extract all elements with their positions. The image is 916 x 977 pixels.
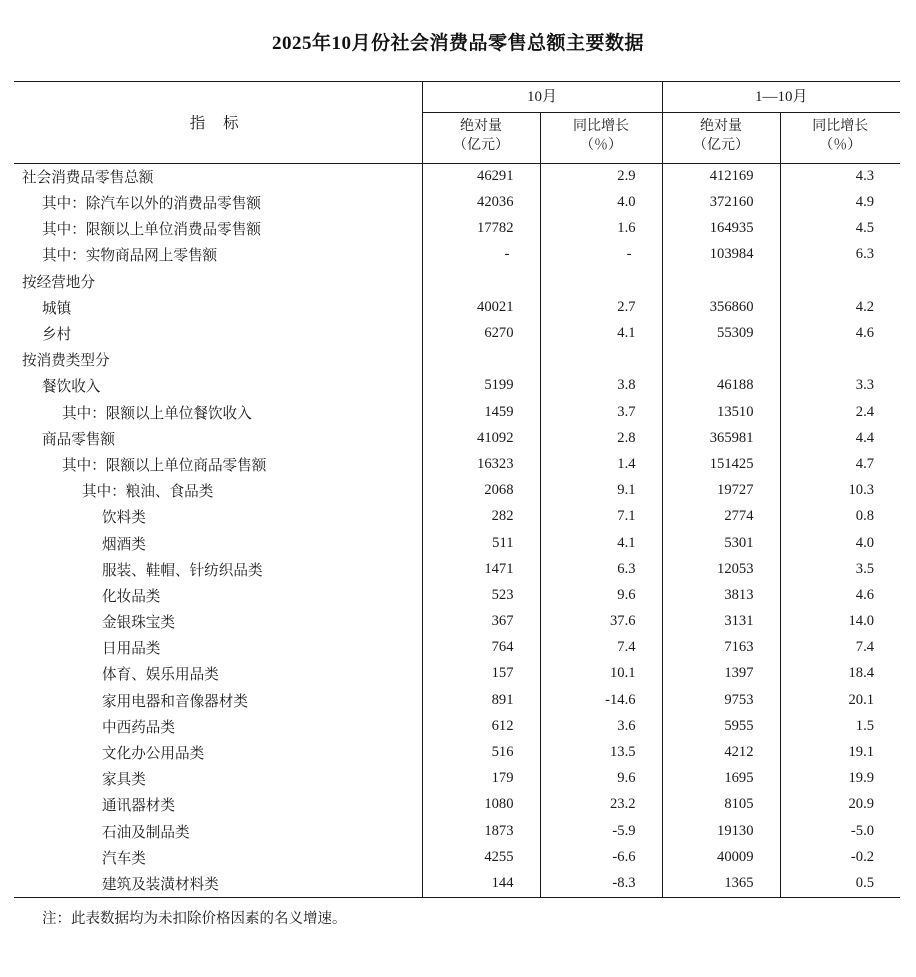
cell-month-yoy: 2.9 [540,163,662,189]
column-header-month-absolute [422,113,540,164]
row-label: 其中：限额以上单位消费品零售额 [14,216,422,242]
cell-cumulative-absolute: 19130 [717,822,754,839]
cell-month-absolute: 46291 [477,168,514,185]
cell-cumulative-yoy: 3.5 [780,556,900,582]
cell-month-yoy: 3.7 [540,399,662,425]
row-label: 其中：粮油、食品类 [14,478,422,504]
cell-cumulative-yoy: 14.0 [780,608,900,634]
cell-month-absolute: 511 [492,534,514,551]
table-bottom-rule [14,897,900,898]
cell-month-absolute: 179 [491,770,514,787]
row-label: 服装、鞋帽、针纺织品类 [14,556,422,582]
cell-month-yoy: 13.5 [540,739,662,765]
cell-cumulative-yoy: 2.4 [780,399,900,425]
table-row [14,739,900,765]
row-label: 按消费类型分 [14,347,422,373]
cell-cumulative-yoy: 19.1 [780,739,900,765]
table-row [14,373,900,399]
column-header-indicator: 指 标 [14,82,422,164]
cell-cumulative-yoy: 4.6 [780,320,900,346]
header-line-1: 同比增长 [573,119,629,134]
header-line-2: （％） [819,137,862,153]
cell-month-yoy: -6.6 [540,844,662,870]
cell-month-yoy: - [540,242,662,268]
cell-cumulative-yoy: 10.3 [780,478,900,504]
cell-cumulative-yoy: 18.4 [780,661,900,687]
table-row [14,844,900,870]
cell-cumulative-absolute: 19727 [717,482,754,499]
header-line-2: （％） [580,137,622,153]
cell-cumulative-yoy: -5.0 [780,818,900,844]
cell-cumulative-yoy [780,347,900,373]
row-label: 汽车类 [14,844,422,870]
row-label: 家用电器和音像器材类 [14,687,422,713]
page-title: 2025年10月份社会消费品零售总额主要数据 [271,33,644,54]
cell-cumulative-yoy: 4.7 [780,451,900,477]
cell-month-yoy: -14.6 [540,687,662,713]
cell-cumulative-absolute: 151425 [709,455,754,472]
cell-cumulative-yoy [780,268,900,294]
cell-cumulative-absolute: 55309 [717,325,754,341]
table-header [14,82,900,164]
cell-month-absolute: 282 [491,508,514,525]
cell-month-absolute: 2068 [484,482,514,499]
cell-cumulative-yoy: 1.5 [780,713,900,739]
row-label: 乡村 [14,320,422,346]
cell-month-yoy: 23.2 [540,792,662,818]
row-label: 中西药品类 [14,713,422,739]
cell-cumulative-absolute: 7163 [724,639,754,656]
cell-month-yoy: 3.8 [540,373,662,399]
cell-month-absolute: 516 [491,744,514,760]
cell-month-yoy: -5.9 [540,818,662,844]
cell-month-absolute: 367 [491,613,514,630]
table-row [14,451,900,477]
cell-cumulative-absolute [662,347,780,373]
cell-cumulative-absolute: 4212 [724,744,754,760]
cell-month-yoy: 37.6 [540,608,662,634]
table-row [14,347,900,373]
row-label: 按经营地分 [14,268,422,294]
retail-sales-table [14,81,900,897]
cell-month-absolute: 41092 [477,429,514,446]
cell-month-absolute: 4255 [484,848,514,865]
cell-month-absolute: 16323 [477,455,514,472]
table-header-row-periods [14,82,900,113]
cell-cumulative-absolute [662,268,780,294]
row-label: 饮料类 [14,504,422,530]
cell-month-absolute: 6270 [484,325,514,341]
cell-month-absolute: 1080 [484,796,514,813]
row-label: 体育、娱乐用品类 [14,661,422,687]
cell-cumulative-yoy: 4.0 [780,530,900,556]
cell-cumulative-absolute: 164935 [709,220,754,237]
table-row [14,320,900,346]
column-header-cumulative: 1—10月 [662,82,900,113]
table-row [14,792,900,818]
cell-cumulative-yoy: -0.2 [780,844,900,870]
cell-month-absolute: 523 [491,586,514,603]
cell-cumulative-yoy: 4.9 [780,189,900,215]
row-label: 其中：限额以上单位商品零售额 [14,451,422,477]
cell-cumulative-yoy: 4.4 [780,425,900,451]
cell-cumulative-absolute: 356860 [709,298,754,315]
table-row [14,478,900,504]
cell-cumulative-yoy: 19.9 [780,766,900,792]
cell-month-absolute: 157 [491,665,514,682]
cell-cumulative-yoy: 4.2 [780,294,900,320]
cell-month-absolute: 40021 [477,298,514,315]
table-body [14,163,900,896]
row-label: 家具类 [14,766,422,792]
row-label: 社会消费品零售总额 [14,163,422,189]
cell-month-yoy: 6.3 [540,556,662,582]
table-row [14,163,900,189]
cell-month-absolute: 1459 [484,403,514,420]
cell-cumulative-absolute: 12053 [717,560,754,577]
cell-cumulative-absolute: 365981 [709,429,754,446]
cell-cumulative-yoy: 20.1 [780,687,900,713]
row-label: 日用品类 [14,635,422,661]
table-row [14,713,900,739]
cell-cumulative-absolute: 40009 [717,848,754,865]
cell-cumulative-yoy: 7.4 [780,635,900,661]
header-line-2: （亿元） [693,137,750,153]
cell-cumulative-absolute: 372160 [709,194,754,211]
table-row [14,556,900,582]
cell-month-absolute: - [504,246,510,263]
table-row [14,661,900,687]
cell-month-yoy: 9.1 [540,478,662,504]
cell-month-absolute: 1873 [484,822,514,839]
cell-month-yoy: 3.6 [540,713,662,739]
cell-month-yoy: 2.8 [540,425,662,451]
cell-cumulative-absolute: 8105 [724,796,754,813]
table-row [14,766,900,792]
table-row [14,608,900,634]
cell-cumulative-absolute: 5955 [724,717,754,734]
cell-cumulative-absolute: 412169 [709,168,754,185]
table-row [14,635,900,661]
column-header-cumulative-absolute [662,113,780,164]
cell-cumulative-yoy: 6.3 [780,242,900,268]
cell-month-absolute: 17782 [477,220,514,237]
header-line-1: 绝对量 [700,119,743,134]
row-label: 建筑及装潢材料类 [14,870,422,896]
table-row [14,504,900,530]
cell-cumulative-absolute: 1397 [724,665,754,682]
cell-cumulative-yoy: 3.3 [780,373,900,399]
cell-cumulative-absolute: 103984 [709,246,754,263]
cell-month-absolute: 612 [491,717,514,734]
cell-month-yoy: 2.7 [540,294,662,320]
cell-cumulative-absolute: 9753 [724,691,754,708]
cell-month-absolute: 5199 [484,377,514,394]
row-label: 其中：除汽车以外的消费品零售额 [14,189,422,215]
cell-cumulative-yoy: 4.6 [780,582,900,608]
cell-month-absolute: 764 [491,639,514,656]
document-page [0,28,916,977]
cell-month-yoy: 4.1 [540,320,662,346]
cell-month-yoy [540,347,662,373]
table-row [14,268,900,294]
column-header-month-yoy [540,113,662,164]
cell-month-absolute: 42036 [477,194,514,211]
cell-month-yoy: 10.1 [540,661,662,687]
cell-cumulative-yoy: 0.5 [780,870,900,896]
table-row [14,530,900,556]
table-row [14,870,900,896]
cell-month-yoy: 9.6 [540,766,662,792]
cell-cumulative-absolute: 1365 [724,874,754,891]
cell-month-yoy: 9.6 [540,582,662,608]
header-line-1: 绝对量 [460,119,502,134]
cell-month-yoy: 7.1 [540,504,662,530]
cell-cumulative-absolute: 2774 [724,508,754,525]
row-label: 其中：实物商品网上零售额 [14,242,422,268]
cell-cumulative-yoy: 20.9 [780,792,900,818]
row-label: 石油及制品类 [14,818,422,844]
row-label: 金银珠宝类 [14,608,422,634]
row-label: 烟酒类 [14,530,422,556]
table-row [14,294,900,320]
cell-cumulative-absolute: 5301 [724,534,754,551]
cell-month-yoy [540,268,662,294]
table-row [14,818,900,844]
row-label: 餐饮收入 [14,373,422,399]
cell-month-yoy: 7.4 [540,635,662,661]
column-header-month: 10月 [422,82,662,113]
table-row [14,216,900,242]
column-header-cumulative-yoy [780,113,900,164]
table-row [14,242,900,268]
cell-cumulative-absolute: 3131 [724,613,754,630]
table-row [14,687,900,713]
cell-month-yoy: -8.3 [540,870,662,896]
table-row [14,399,900,425]
cell-cumulative-absolute: 3813 [724,586,754,603]
cell-month-absolute [422,347,540,373]
cell-cumulative-absolute: 46188 [717,377,754,394]
cell-cumulative-yoy: 4.5 [780,216,900,242]
row-label: 其中：限额以上单位餐饮收入 [14,399,422,425]
cell-month-yoy: 1.6 [540,216,662,242]
cell-cumulative-absolute: 1695 [724,770,754,787]
cell-month-absolute: 144 [491,874,514,891]
cell-cumulative-yoy: 0.8 [780,504,900,530]
cell-month-absolute: 1471 [484,560,514,577]
row-label: 化妆品类 [14,582,422,608]
row-label: 商品零售额 [14,425,422,451]
cell-cumulative-yoy: 4.3 [780,163,900,189]
row-label: 城镇 [14,294,422,320]
row-label: 通讯器材类 [14,792,422,818]
cell-month-yoy: 1.4 [540,451,662,477]
header-line-2: （亿元） [453,137,509,153]
table-row [14,189,900,215]
header-line-1: 同比增长 [812,119,869,134]
cell-month-yoy: 4.1 [540,530,662,556]
table-row [14,582,900,608]
cell-month-yoy: 4.0 [540,189,662,215]
cell-cumulative-absolute: 13510 [717,403,754,420]
cell-month-absolute [422,268,540,294]
table-row [14,425,900,451]
cell-month-absolute: 891 [491,691,514,708]
table-note: 注：此表数据均为未扣除价格因素的名义增速。 [42,910,347,927]
row-label: 文化办公用品类 [14,739,422,765]
